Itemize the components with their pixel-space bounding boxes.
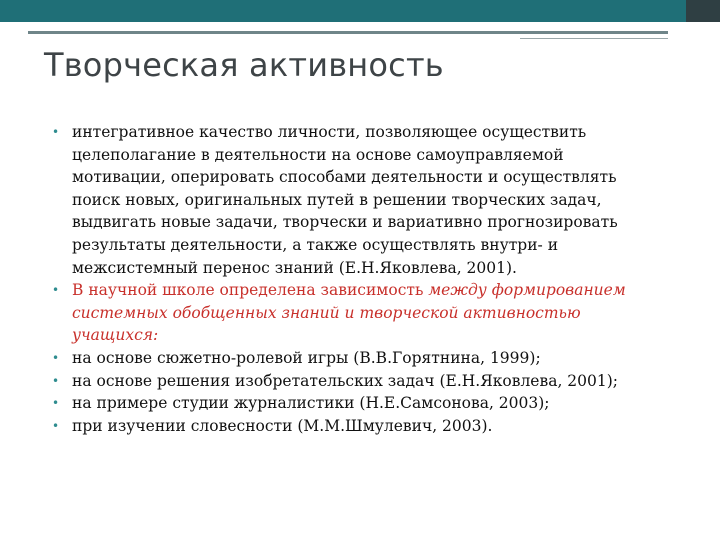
list-item: [52, 279, 662, 347]
list-item: [52, 347, 662, 370]
slide-title: Творческая активность: [44, 46, 444, 84]
item-text: при изучении словесности (М.М.Шмулевич, 2003).: [72, 416, 493, 435]
item-text: на основе сюжетно-ролевой игры (В.В.Горятнина, 1999);: [72, 348, 541, 367]
list-item: [52, 121, 662, 279]
item-text: на основе решения изобретательских задач (Е.Н.Яковлева, 2001);: [72, 371, 619, 390]
header-rule-thin: [520, 38, 668, 39]
item-text: на примере студии журналистики (Н.Е.Самсонова, 2003);: [72, 394, 550, 413]
header-corner-block: [686, 0, 720, 22]
bullet-list: [52, 121, 662, 437]
item-text-highlight-italic: между формированием системных обобщенных знаний и творческой активностью учащихся:: [72, 281, 626, 345]
bullet-icon: •: [52, 373, 60, 388]
item-text-highlight: В научной школе определена зависимость: [72, 281, 429, 300]
list-item: [52, 415, 662, 438]
bullet-icon: •: [52, 283, 60, 298]
header-rule: [28, 31, 668, 34]
list-item: [52, 392, 662, 415]
header-accent-bar: [0, 0, 686, 22]
bullet-icon: •: [52, 350, 60, 365]
item-text: интегративное качество личности, позволяющее осуществить целеполагание в деятельности на основе самоуправляемой мотивации, оперировать способами деятельности и осуществлять поиск новых, оригинальных путей в решении творческих задач, выдвигать новые задачи, творчески и вариативно прогнозировать результаты деятельности, а также осуществлять внутри- и межсистемный перенос знаний (Е.Н.Яковлева, 2001).: [72, 123, 618, 277]
bullet-icon: •: [52, 418, 60, 433]
bullet-icon: •: [52, 125, 60, 139]
list-item: [52, 370, 662, 393]
bullet-icon: •: [52, 396, 60, 411]
